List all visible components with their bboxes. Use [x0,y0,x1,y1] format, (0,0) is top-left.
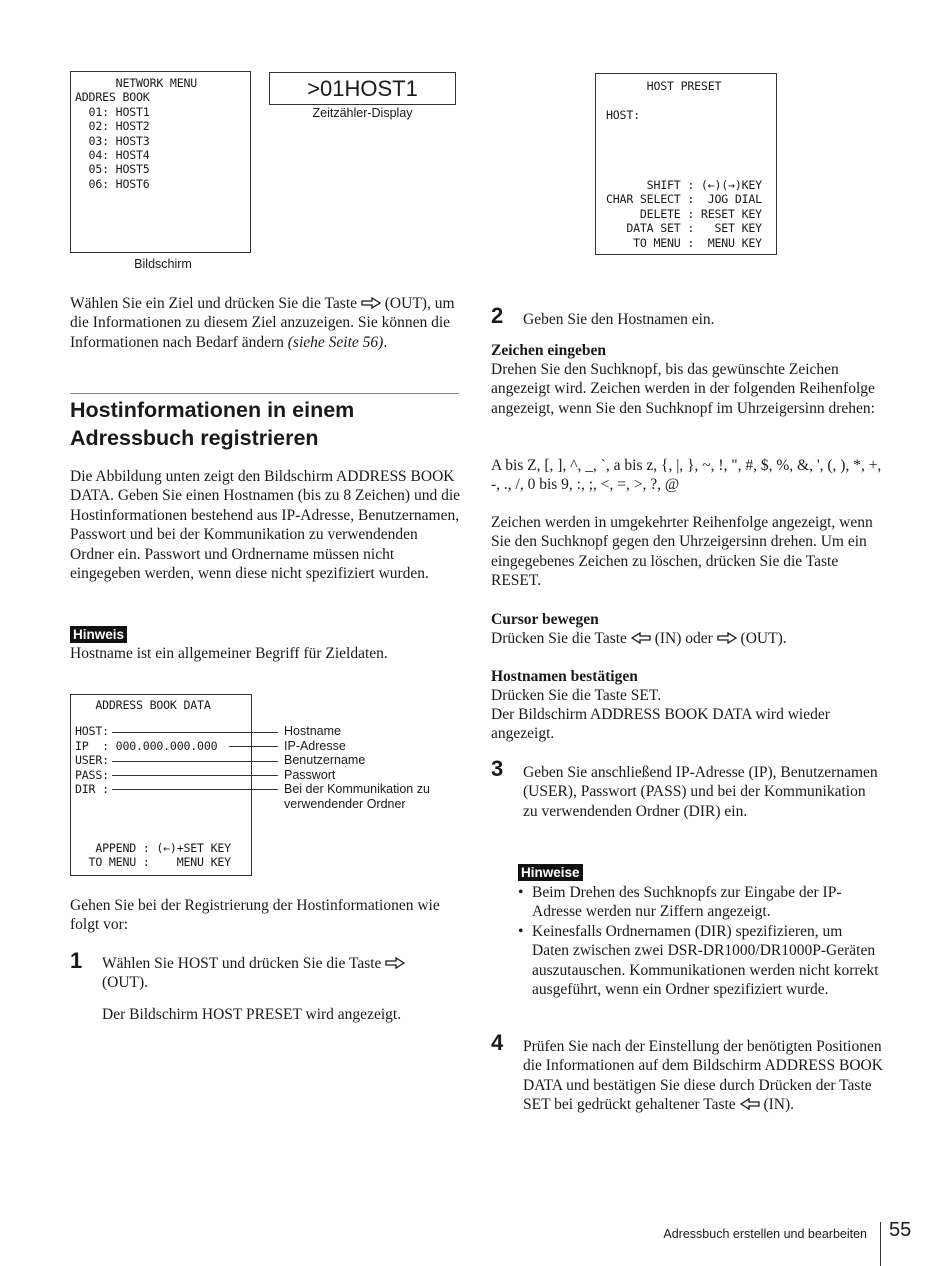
leader-line-user [112,761,278,762]
field-label: Passwort [284,767,336,782]
step-2-text: Geben Sie den Hostnamen ein. [523,311,715,328]
step-1-post: (OUT). [102,974,149,992]
section-divider [70,393,459,394]
counter-display [269,72,456,105]
screen-line: CHAR SELECT : JOG DIAL [606,192,762,207]
confirm-heading: Hostnamen bestätigen [491,668,638,685]
field-label: Hostname [284,724,341,738]
confirm-text-1: Drücken Sie die Taste SET. [491,687,662,704]
step-1-pre: Wählen Sie HOST und drücken Sie die Taste [102,955,382,972]
screen-line: SHIFT : (←)(→)KEY [606,178,762,192]
cursor-post: (OUT). [740,630,787,647]
screen-line: 02: HOST2 [75,119,150,134]
screen-line: APPEND : (←)+SET KEY [75,841,231,855]
cursor-mid: (IN) oder [654,630,713,647]
screen-line: TO MENU : MENU KEY [75,855,231,870]
step-3-number: 3 [491,756,504,781]
note-block [70,626,462,663]
step-4-pre: Prüfen Sie nach der Einstellung der benötigten Positionen die Informationen auf dem Bildschirm ADDRESS BOOK DATA und bestätigen Sie diese durch Drücken der Taste SET bei gedrückt gehaltener Taste [523,1038,883,1114]
screen-line: 06: HOST6 [75,176,150,191]
right-outline-arrow-icon [717,632,737,644]
note-item-2: • Keinesfalls Ordnernamen (DIR) spezifizieren, um Daten zwischen zwei DSR-DR1000/DR1000P-Geräten auszutauschen. Kommunikationen werden nicht korrekt ausgeführt, wenn ein Ordner spezifiziert wurde. [518,922,883,1000]
screen-line: DELETE : RESET KEY [606,206,762,221]
note-text: Hostname ist ein allgemeiner Begriff für Zieldaten. [70,645,388,662]
screen-line: NETWORK MENU [75,76,198,90]
intro-paragraph [70,294,462,352]
screen-line: DATA SET : SET KEY [606,221,762,236]
screen-field: IP : 000.000.000.000 [75,738,218,753]
screen-field: USER: [75,753,109,768]
host-preset-screen [595,73,777,255]
right-outline-arrow-icon [361,297,381,309]
network-menu-screen [70,71,251,253]
page-number: 55 [889,1219,912,1241]
step-4-post: (IN). [763,1096,794,1114]
intro-page-reference: (siehe Seite 56) [287,333,384,351]
screen-line: 05: HOST5 [75,162,150,177]
address-book-bottom-lines [75,841,231,870]
cursor-text [491,629,883,648]
note-item-1: • Beim Drehen des Suchknopfs zur Eingabe der IP-Adresse werden nur Ziffern angezeigt. [518,883,883,922]
leader-line-ip [229,746,278,747]
screen-line: ADDRES BOOK [75,90,150,105]
leader-line-dir [112,789,278,790]
section-paragraph: Die Abbildung unten zeigt den Bildschirm ADDRESS BOOK DATA. Geben Sie einen Hostnamen (bis zu 8 Zeichen) und die Hostinformationen bestehend aus IP-Adresse, Benutzernamen, Passwort und bei der Kommunikation zu verwendenden Ordner ein. Passwort und Ordnername müssen nicht eingegeben werden, wenn diese nicht spezifiziert wurden. [70,468,461,583]
notes-label: Hinweise [518,864,583,881]
screen-line: HOST: [606,107,640,122]
leader-line-pass [112,775,278,776]
section-heading: Hostinformationen in einem Adressbuch registrieren [70,398,355,450]
left-outline-arrow-icon [631,632,651,644]
host-preset-top-lines [606,79,776,122]
step-1-subtext: Der Bildschirm HOST PRESET wird angezeigt. [102,1006,402,1023]
screen-field: DIR : [75,782,109,797]
confirm-text-2: Der Bildschirm ADDRESS BOOK DATA wird wieder angezeigt. [491,706,830,743]
network-menu-lines [75,76,250,191]
step-2-number: 2 [491,303,504,328]
note-label: Hinweis [70,626,127,643]
step-3-text: Geben Sie anschließend IP-Adresse (IP), Benutzernamen (USER), Passwort (PASS) und bei der Kommunikation zu verwendenden Ordner (DIR) ein. [523,764,878,820]
intro-end: . [383,333,388,351]
left-outline-arrow-icon [740,1098,760,1110]
reverse-order-text: Zeichen werden in umgekehrter Reihenfolge angezeigt, wenn Sie den Suchknopf gegen den Uhrzeigersinn drehen. Um ein eingegebenes Zeichen zu löschen, drücken Sie die Taste RESET. [491,514,873,590]
notes-block [518,864,883,999]
screen-field: HOST: [75,724,109,739]
address-book-title: ADDRESS BOOK DATA [75,698,211,712]
field-label: Benutzername [284,753,366,767]
cursor-heading: Cursor bewegen [491,611,599,628]
field-label: IP-Adresse [284,738,346,753]
screen-line: 01: HOST1 [75,104,150,119]
footer-divider [880,1222,881,1266]
right-outline-arrow-icon [385,957,405,969]
screen-line [606,93,776,107]
intro-pre: Wählen Sie ein Ziel und drücken Sie die Taste [70,295,358,312]
screen-line: TO MENU : MENU KEY [606,235,762,250]
screen-line: HOST PRESET [606,79,722,93]
leader-line-hostname [112,732,278,733]
address-book-screen [70,694,252,876]
cursor-pre: Drücken Sie die Taste [491,630,627,647]
address-book-labels [284,724,449,811]
step-1-number: 1 [70,948,83,973]
counter-display-text: >01HOST1 [307,76,418,101]
character-list: A bis Z, [, ], ^, _, `, a bis z, {, |, }, ~, !, ", #, $, %, &, ', (, ), *, +, -, ., /, 0 bis 9, :, ;, <, =, >, ?, @ [491,457,882,494]
step-1-text [102,954,432,993]
zeichen-heading: Zeichen eingeben [491,342,606,359]
counter-display-caption: Zeitzähler-Display [312,106,413,120]
intro-post: (OUT), um die Informationen zu diesem Ziel anzuzeigen. Sie können die Informationen nach Bedarf ändern [70,295,455,351]
screen-line: 04: HOST4 [75,148,150,163]
host-preset-bottom-lines [606,178,762,250]
step-4-text [523,1037,883,1115]
step-4-number: 4 [491,1030,504,1055]
zeichen-text: Drehen Sie den Suchknopf, bis das gewünschte Zeichen angezeigt wird. Zeichen werden in der folgenden Reihenfolge angezeigt, wenn Sie den Suchknopf im Uhrzeigersinn drehen: [491,361,875,417]
screen-line: 03: HOST3 [75,133,150,148]
field-label: Bei der Kommunikation zu verwendender Ordner [284,782,430,811]
procedure-intro: Gehen Sie bei der Registrierung der Hostinformationen wie folgt vor: [70,897,440,934]
screen-caption: Bildschirm [134,257,192,271]
screen-field: PASS: [75,767,109,782]
footer-section-title: Adressbuch erstellen und bearbeiten [663,1227,867,1241]
